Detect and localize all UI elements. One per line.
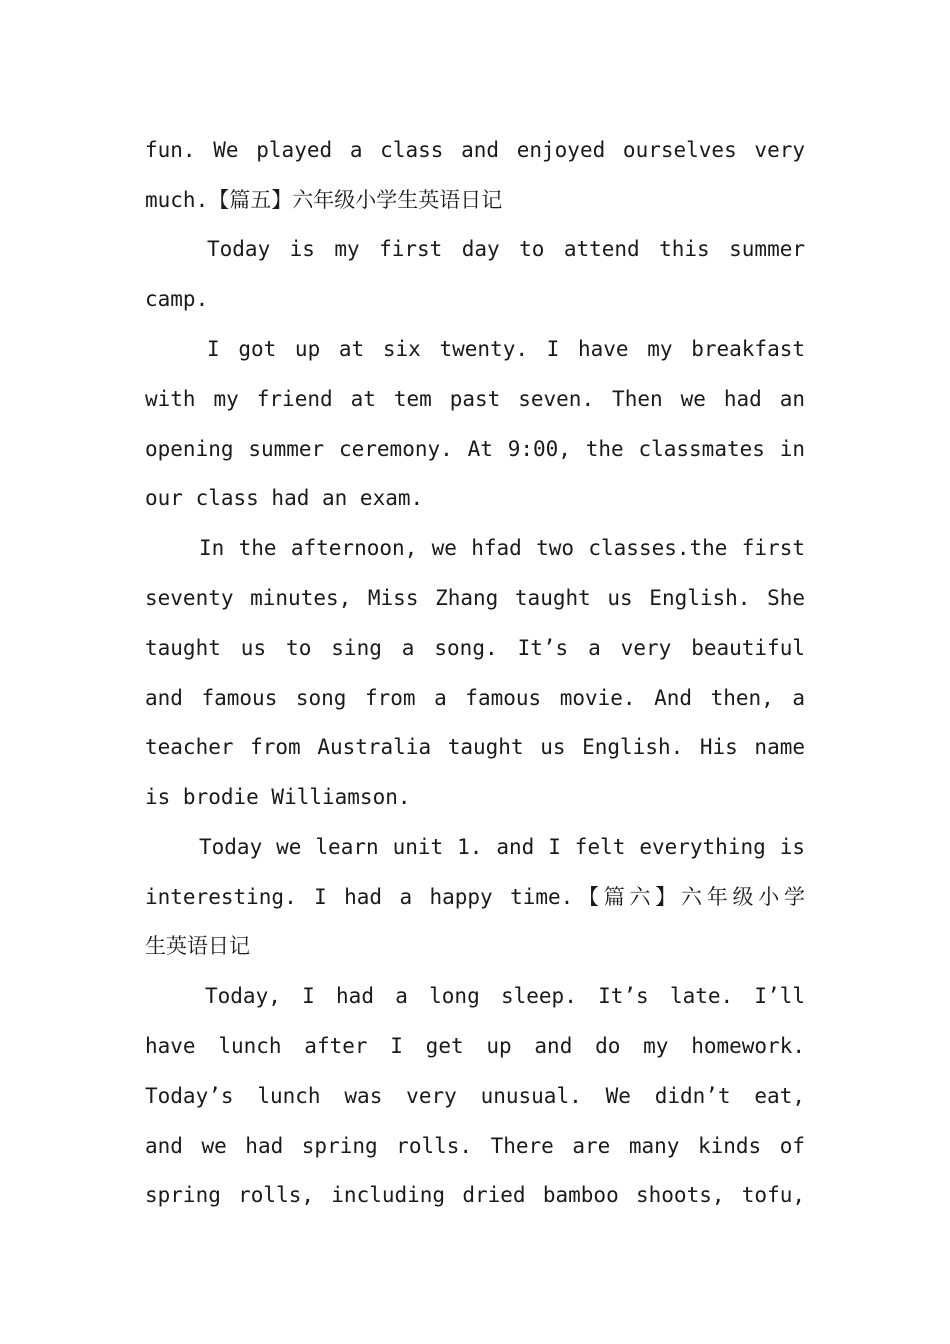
text-line: with my friend at tem past seven. Then we had an: [145, 387, 805, 411]
text-line: taught us to sing a song. It’s a very beautiful: [145, 636, 805, 660]
text-line: interesting. I had a happy time.【篇六】六年级小学: [145, 885, 805, 909]
text-line: Today is my first day to attend this summer: [207, 237, 805, 261]
text-line: 生英语日记: [145, 934, 250, 958]
text-line: and we had spring rolls. There are many kinds of: [145, 1134, 805, 1158]
text-line: fun. We played a class and enjoyed ourselves very: [145, 138, 805, 162]
text-line: camp.: [145, 287, 209, 311]
text-line: I got up at six twenty. I have my breakfast: [207, 337, 805, 361]
text-line: seventy minutes, Miss Zhang taught us English. She: [145, 586, 805, 610]
text-line: Today we learn unit 1. and I felt everything is: [199, 835, 805, 859]
text-line: much.【篇五】六年级小学生英语日记: [145, 188, 503, 212]
text-line: Today, I had a long sleep. It’s late. I’ll: [205, 984, 805, 1008]
text-line: Today’s lunch was very unusual. We didn’t eat,: [145, 1084, 805, 1108]
text-line: and famous song from a famous movie. And then, a: [145, 686, 805, 710]
text-line: our class had an exam.: [145, 486, 424, 510]
text-line: teacher from Australia taught us English. His name: [145, 735, 805, 759]
text-line: opening summer ceremony. At 9:00, the classmates in: [145, 437, 805, 461]
text-line: have lunch after I get up and do my homework.: [145, 1034, 805, 1058]
text-line: In the afternoon, we hfad two classes.the first: [199, 536, 805, 560]
text-line: is brodie Williamson.: [145, 785, 411, 809]
text-line: spring rolls, including dried bamboo shoots, tofu,: [145, 1183, 805, 1207]
